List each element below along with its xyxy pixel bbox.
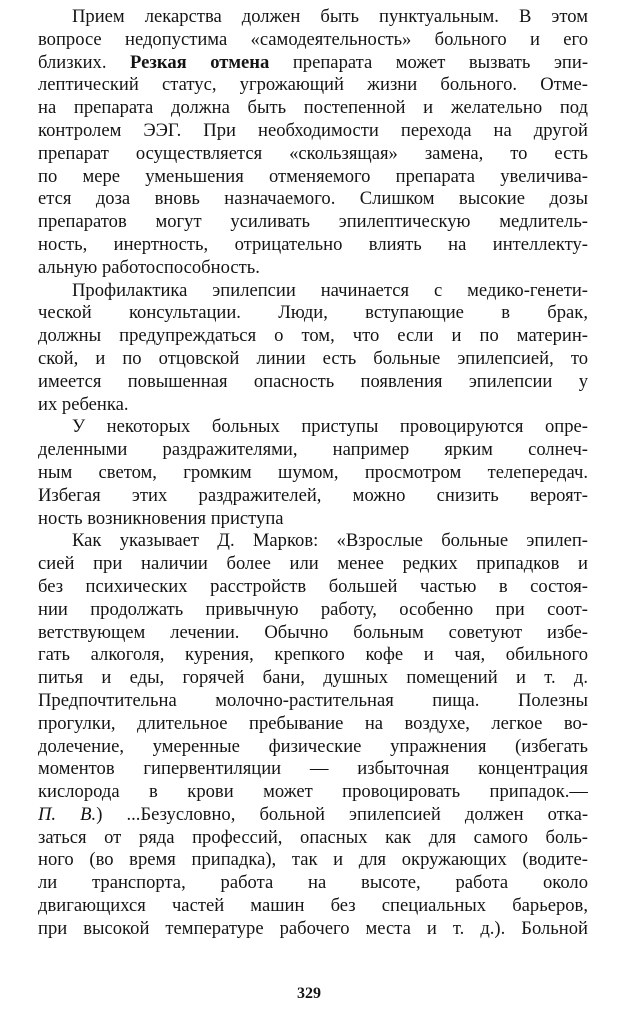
paragraph	[38, 530, 588, 940]
text-line	[38, 52, 588, 75]
text-line: вопросе недопустима «самодеятельность» больного и его	[38, 28, 588, 50]
text-line: ным светом, громким шумом, просмотром телепередач.	[38, 461, 588, 483]
paragraph	[38, 280, 588, 417]
text-line: двигающихся частей машин без специальных барьеров,	[38, 895, 588, 917]
text-line: питья и еды, горячей бани, душных помещений и т. д.	[38, 667, 588, 689]
italic-initials: П. В.	[38, 803, 97, 825]
text-line: заться от ряда профессий, опасных как для самого боль-	[38, 826, 588, 848]
paragraph	[38, 6, 588, 280]
text-line: сией при наличии более или менее редких припадков и	[38, 553, 588, 575]
page-body	[38, 6, 588, 941]
text-line: препаратов могут усиливать эпилептическую медлитель-	[38, 211, 588, 233]
text-line: Профилактика эпилепсии начинается с медико-генети-	[72, 279, 588, 301]
text-line: нии продолжать привычную работу, особенно при соот-	[38, 598, 588, 620]
text-line: моментов гипервентиляции — избыточная концентрация	[38, 758, 588, 780]
text-line: Как указывает Д. Марков: «Взрослые больные эпилеп-	[72, 530, 588, 552]
text-line: гать алкоголя, курения, крепкого кофе и чая, обильного	[38, 644, 588, 666]
text-line: Прием лекарства должен быть пунктуальным. В этом	[72, 6, 588, 27]
text-line: по мере уменьшения отменяемого препарата увеличива-	[38, 165, 588, 187]
text-line: имеется повышенная опасность появления эпилепсии у	[38, 370, 588, 392]
text-line: Избегая этих раздражителей, можно снизить вероят-	[38, 484, 588, 506]
text-segment: препарата может вызвать эпи-	[269, 51, 588, 73]
text-line: должны предупреждаться о том, что если и по материн-	[38, 325, 588, 347]
text-line	[38, 804, 588, 827]
text-line: У некоторых больных приступы провоцируются опре-	[72, 416, 588, 438]
text-line: на препарата должна быть постепенной и желательно под	[38, 97, 588, 119]
text-segment: близких.	[38, 51, 131, 73]
text-line: деленными раздражителями, например ярким солнеч-	[38, 439, 588, 461]
page-number: 329	[297, 985, 321, 1002]
text-line: долечение, умеренные физические упражнения (избегать	[38, 735, 588, 757]
text-line: без психических расстройств большей частью в состоя-	[38, 575, 588, 597]
text-line: ность возникновения приступа	[38, 507, 284, 529]
text-line: ли транспорта, работа на высоте, работа около	[38, 872, 588, 894]
text-line: лептический статус, угрожающий жизни больного. Отме-	[38, 74, 588, 96]
text-line: Предпочтительна молочно-растительная пища. Полезны	[38, 689, 588, 711]
text-line: ность, инертность, отрицательно влиять на интеллекту-	[38, 233, 588, 255]
bold-term: Резкая отмена	[130, 51, 270, 73]
text-line: альную работоспособность.	[38, 256, 260, 278]
text-line: ного (во время припадка), так и для окружающих (водите-	[38, 849, 588, 871]
text-line: ется доза вновь назначаемого. Слишком высокие дозы	[38, 188, 588, 210]
text-line: контролем ЭЭГ. При необходимости перехода на другой	[38, 119, 588, 141]
text-segment: ) ...Безусловно, больной эпилепсией должен отка-	[96, 803, 588, 825]
text-line: ветствующем лечении. Обычно больным советуют избе-	[38, 621, 588, 643]
text-line: ческой консультации. Люди, вступающие в брак,	[38, 302, 588, 324]
paragraph	[38, 416, 588, 530]
text-line: их ребенка.	[38, 393, 129, 415]
text-line: препарат осуществляется «скользящая» замена, то есть	[38, 142, 588, 164]
text-line: прогулки, длительное пребывание на воздухе, легкое во-	[38, 712, 588, 734]
text-line: ской, и по отцовской линии есть больные эпилепсией, то	[38, 347, 588, 369]
text-line: при высокой температуре рабочего места и т. д.). Больной	[38, 917, 588, 939]
text-line: кислорода в крови может провоцировать припадок.—	[38, 781, 588, 803]
